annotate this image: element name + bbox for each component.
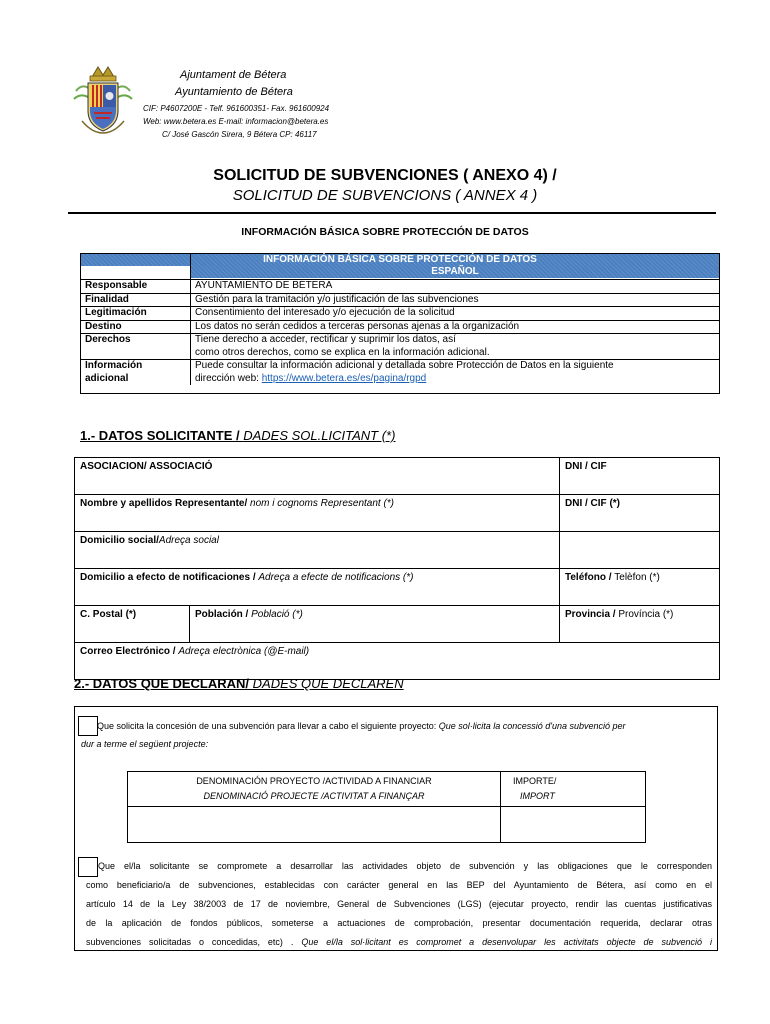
org-name-spanish: Ayuntamiento de Bétera	[175, 86, 293, 98]
dp-label-derechos: Derechos	[81, 334, 191, 359]
declaration2-text: Que el/la solicitante se compromete a desarrollar las actividades objeto de subvención y las obligaciones que le corresponden como beneficiario/a de subvenciones, establecidas con carácter general en las BEP del Ayuntamiento de Bétera, así como en el artículo 14 de la Ley 38/2003 de 17 de noviembre, General de Subvenciones (LGS) (ejecutar proyecto, rendir las cuentas justificativas de la aplicación de fondos públicos, someterse a actuaciones de comprobación, presentar documentación requerida, declarar otras subvenciones solicitadas o concedidas, etc) . Que el/la sol·licitant es compromet a desenvolupar les activitats objecte de subvenció i	[86, 861, 712, 947]
dni-cif-field[interactable]: DNI / CIF	[559, 458, 719, 494]
association-field[interactable]: ASOCIACION/ ASSOCIACIÓ	[80, 461, 213, 472]
amount-header: IMPORTE/	[513, 776, 557, 786]
data-protection-heading: INFORMACIÓN BÁSICA SOBRE PROTECCIÓN DE DATOS	[241, 226, 529, 238]
dp-value-derechos-cont: como otros derechos, como se explica en la información adicional.	[195, 346, 490, 358]
declaration1-text: Que solicita la concesión de una subvención para llevar a cabo el siguiente proyecto: Que sol·licita la concessió d'una subvenció per	[97, 721, 626, 731]
dp-label-responsable: Responsable	[81, 280, 191, 293]
org-contact-cif: CIF: P4607200E - Telf. 961600351- Fax. 961600924	[143, 104, 330, 113]
document-subtitle: SOLICITUD DE SUBVENCIONS ( ANNEX 4 )	[232, 187, 538, 204]
phone-field[interactable]: Teléfono / Telèfon (*)	[559, 569, 719, 605]
rgpd-link[interactable]: https://www.betera.es/es/pagina/rgpd	[261, 372, 427, 384]
dp-label-destino: Destino	[81, 321, 191, 334]
dp-label-finalidad: Finalidad	[81, 294, 191, 307]
section1-heading: 1.- DATOS SOLICITANTE / DADES SOL.LICITANT (*)	[80, 428, 396, 443]
project-name-header: DENOMINACIÓN PROYECTO /ACTIVIDAD A FINANCIAR	[196, 776, 432, 786]
declaration1-checkbox[interactable]	[78, 716, 98, 736]
project-name-input[interactable]	[129, 807, 499, 842]
dp-value-destino: Los datos no serán cedidos a terceras personas ajenas a la organización	[195, 320, 520, 332]
dp-label-info-adicional: Información	[85, 360, 143, 371]
province-field[interactable]: Provincia / Província (*)	[559, 606, 719, 642]
notification-address-field[interactable]: Domicilio a efecto de notificaciones / Adreça a efecte de notificacions (*)	[80, 572, 414, 583]
dp-value-derechos: Tiene derecho a acceder, rectificar y suprimir los datos, así	[195, 334, 456, 345]
dp-language-header: ESPAÑOL	[191, 266, 719, 278]
dp-label-legitimacion: Legitimación	[81, 307, 191, 320]
dp-value-info-adicional: Puede consultar la información adicional y detallada sobre Protección de Datos en la siguiente	[195, 360, 614, 371]
data-protection-table: INFORMACIÓN BÁSICA SOBRE PROTECCIÓN DE DATOS ESPAÑOL Responsable AYUNTAMIENTO DE BÉTERA Finalidad Gestión para la tramitación y/o justificación de las subvenciones Legitimación Consentimiento del interesado y/o ejecución de la solicitud Destino Los datos no serán cedidos a terceras personas ajenas a la organización Derechos Tiene derecho a acceder, rectificar y suprimir los datos, así como otros derechos, como se explica en la información adicional. Información adicional Puede consultar la información adicional y detallada sobre Protección de Datos en la siguiente dirección web: https://www.betera.es/es/pagina/rgpd	[80, 253, 720, 394]
registered-address-field[interactable]: Domicilio social/Adreça social	[80, 535, 219, 546]
applicant-data-form	[74, 457, 720, 680]
dp-value-finalidad: Gestión para la tramitación y/o justificación de las subvenciones	[195, 293, 479, 305]
org-name-valencian: Ajuntament de Bétera	[180, 69, 287, 81]
postal-code-field[interactable]: C. Postal (*)	[80, 609, 137, 620]
section2-heading: 2.- DATOS QUE DECLARAN/ DADES QUE DECLAREN	[74, 676, 404, 691]
municipal-crest-logo	[72, 63, 134, 135]
project-table: DENOMINACIÓN PROYECTO /ACTIVIDAD A FINANCIAR DENOMINACIÓ PROJECTE /ACTIVITAT A FINANÇAR IMPORTE/ IMPORT	[127, 771, 646, 843]
dp-value-legitimacion: Consentimiento del interesado y/o ejecución de la solicitud	[195, 307, 455, 318]
dp-value-responsable: AYUNTAMIENTO DE BÉTERA	[195, 280, 333, 291]
email-field[interactable]: Correo Electrónico / Adreça electrònica (@E-mail)	[80, 646, 310, 657]
town-field[interactable]: Población / Població (*)	[189, 606, 559, 642]
dp-table-header: INFORMACIÓN BÁSICA SOBRE PROTECCIÓN DE DATOS	[81, 254, 719, 266]
title-divider	[68, 212, 716, 214]
representative-name-field[interactable]: Nombre y apellidos Representante/ nom i cognoms Representant (*)	[80, 498, 395, 509]
org-contact-web: Web: www.betera.es E-mail: informacion@betera.es	[143, 117, 329, 126]
representative-dni-field[interactable]: DNI / CIF (*)	[559, 495, 719, 531]
amount-input[interactable]	[502, 807, 644, 842]
document-title: SOLICITUD DE SUBVENCIONES ( ANEXO 4) /	[213, 167, 557, 184]
org-address: C/ José Gascón Sirera, 9 Bétera CP: 46117	[162, 130, 317, 139]
